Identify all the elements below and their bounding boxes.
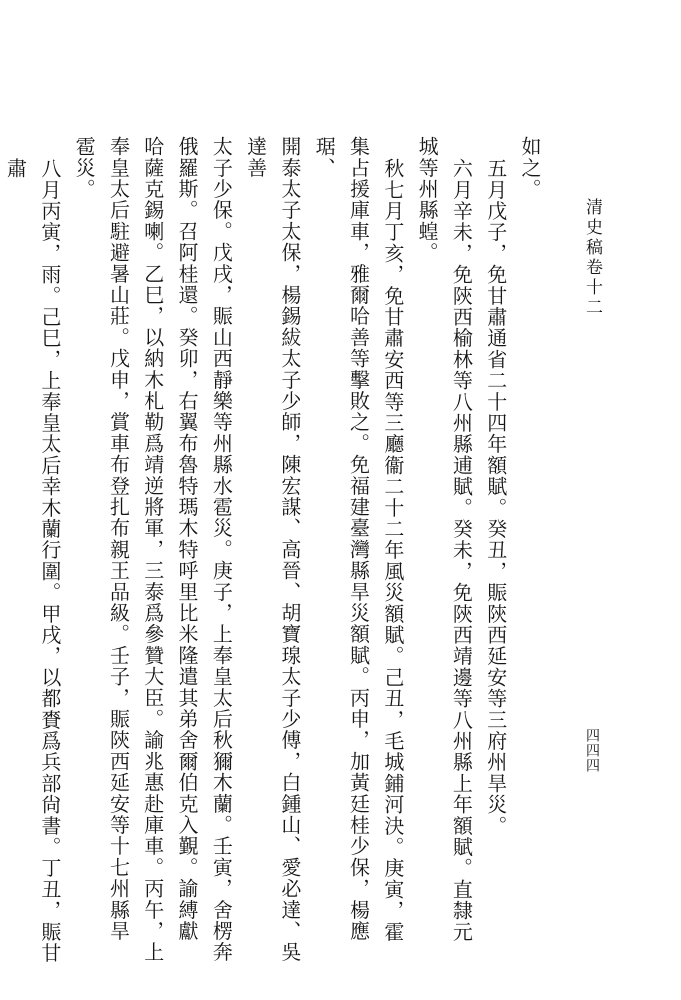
text-column: 五月戊子，免甘肅通省二十四年額賦。癸丑，賑陝西延安等三府州旱災。 [483,158,508,837]
text-column: 八月丙寅，雨。己巳，上奉皇太后幸木蘭行圍。甲戌，以都賚爲兵部尙書。丁丑，賑甘肅 [3,158,62,964]
text-column: 如之。 [518,136,542,200]
text-column: 太子少保。戊戌，賑山西靜樂等州縣水雹災。庚子，上奉皇太后秋獮木蘭。壬寅，舍楞奔 [209,136,234,963]
text-column: 俄羅斯。召阿桂還。癸卯，右翼布魯特瑪木特呼里比米隆遣其弟舍爾伯克入覲。諭縛獻 [175,136,200,942]
text-column: 秋七月丁亥，免甘肅安西等三廳衞二十二年風災額賦。己丑，毛城鋪河決。庚寅，霍 [380,158,405,943]
main-text [3,136,547,966]
text-column: 哈薩克錫喇。乙巳，以納木札勒爲靖逆將軍，三泰爲參贊大臣。諭兆惠赴庫車。丙午，上 [140,136,165,963]
text-column: 開泰太子太保，楊錫紱太子少師，陳宏謀、高晉、胡寶瑔太子少傅，白鍾山、愛必達、吳達善 [243,136,302,963]
text-column: 六月辛未，免陝西榆林等八州縣逋賦。癸未，免陝西靖邊等八州縣上年額賦。直隸元 [449,158,474,943]
page-number: 四四四 [584,728,600,773]
text-column: 奉皇太后駐避暑山莊。戊申，賞車布登扎布親王品級。壬子，賑陝西延安等十七州縣旱 [106,136,131,942]
text-column: 集占援庫車，雅爾哈善等擊敗之。免福建臺灣縣旱災額賦。丙申，加黃廷桂少保，楊應琚、 [312,136,371,942]
running-header: 清史稿卷十二 [582,198,602,318]
text-column: 城等州縣蝗。 [415,136,440,264]
text-column: 雹災。 [72,136,97,200]
